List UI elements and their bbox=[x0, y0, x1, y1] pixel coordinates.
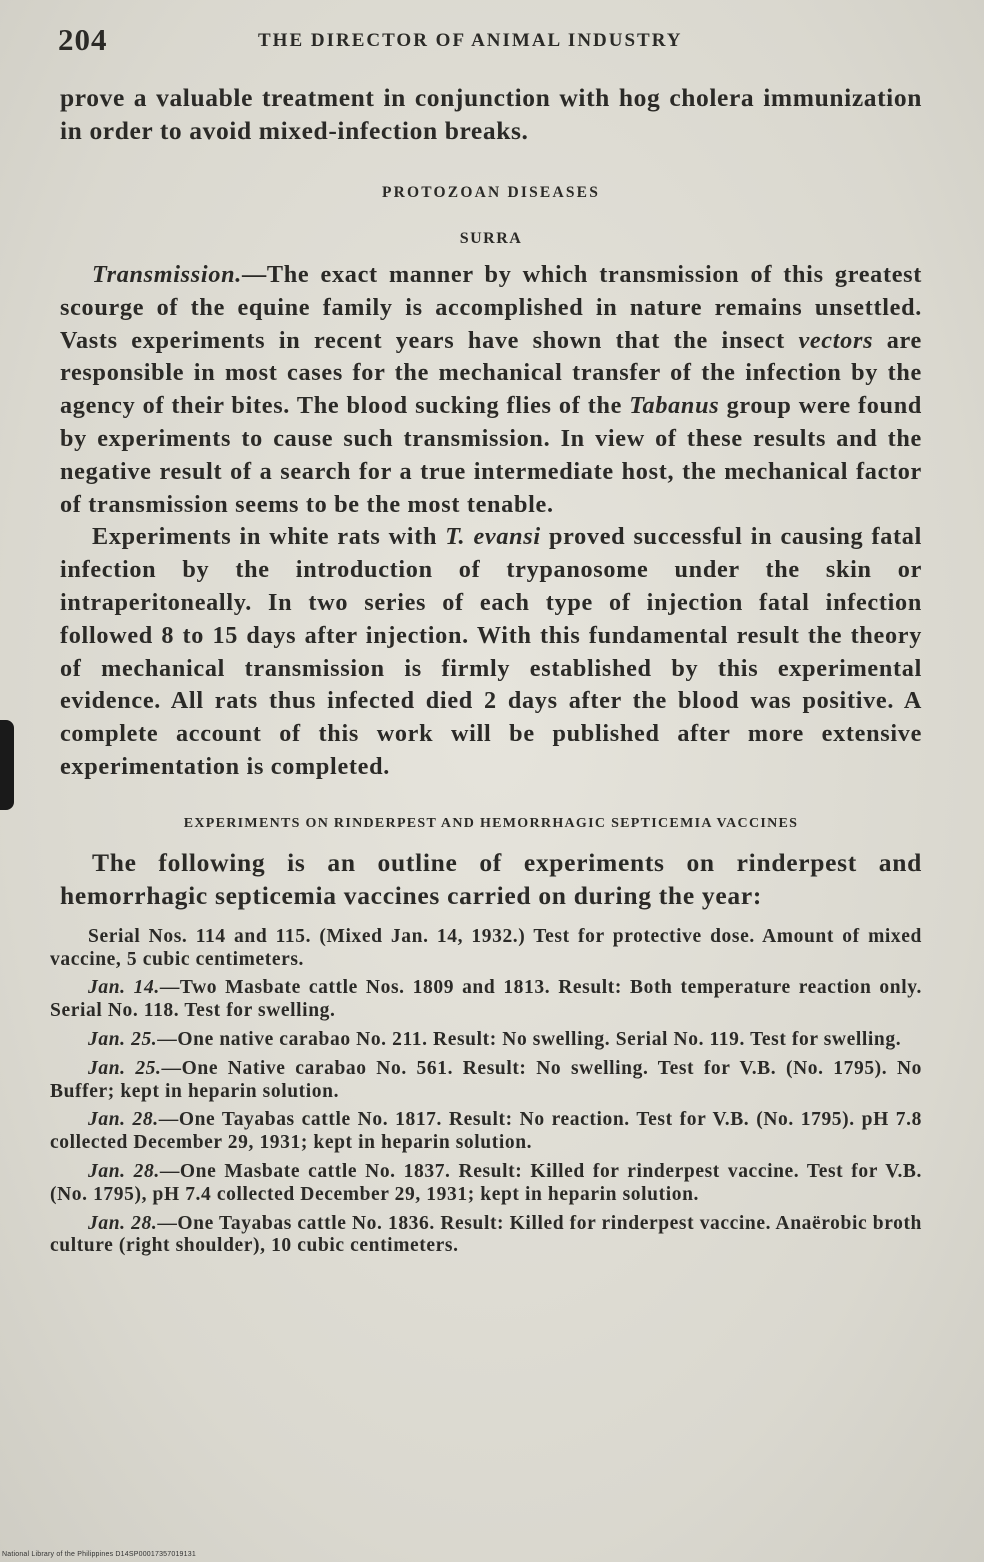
entry-text: —One Native carabao No. 561. Result: No swelling. Test for V.B. (No. 1795). No Buffer; kept in heparin solution. bbox=[50, 1057, 922, 1102]
section-heading-vaccines: EXPERIMENTS ON RINDERPEST AND HEMORRHAGIC SEPTICEMIA VACCINES bbox=[183, 815, 799, 831]
experiment-entries bbox=[50, 925, 922, 1258]
entry-date: Jan. 28. bbox=[88, 1212, 158, 1234]
entry-text: —One Tayabas cattle No. 1836. Result: Killed for rinderpest vaccine. Anaërobic broth culture (right shoulder), 10 cubic centimeters. bbox=[50, 1212, 922, 1257]
entry-date: Jan. 28. bbox=[88, 1109, 159, 1131]
running-head bbox=[58, 22, 924, 62]
paragraph-outline-intro: The following is an outline of experiments on rinderpest and hemorrhagic septicemia vaccines carried on during the year: bbox=[60, 847, 922, 910]
experiment-entry bbox=[50, 1109, 922, 1155]
entry-date: Jan. 28. bbox=[88, 1160, 160, 1182]
binding-shadow bbox=[0, 720, 14, 810]
paragraph-title: Transmission. bbox=[92, 261, 243, 288]
experiment-entry bbox=[50, 1029, 922, 1052]
entry-date: Jan. 14. bbox=[88, 977, 160, 999]
paragraph-experiments-rats: Experiments in white rats with T. evansi proved successful in causing fatal infection by the introduction of trypanosome under the skin or intraperitoneally. In two series of each type of injection fatal infection followed 8 to 15 days after injection. With this fundamental result the theory of mechanical transmission is firmly established by this experimental evidence. All rats thus infected died 2 days after the blood was positive. A complete account of this work will be published after more extensive experimentation is completed. bbox=[60, 523, 922, 780]
experiment-entry bbox=[50, 977, 922, 1023]
experiment-entry bbox=[50, 1161, 922, 1207]
section-heading-protozoan: PROTOZOAN DISEASES bbox=[381, 184, 601, 201]
subheading-surra: SURRA bbox=[459, 230, 523, 247]
experiment-entry bbox=[50, 926, 922, 972]
page-number: 204 bbox=[58, 22, 108, 57]
experiment-entry bbox=[50, 1213, 922, 1259]
entry-date: Jan. 25. bbox=[88, 1028, 158, 1050]
entry-text: —One Masbate cattle No. 1837. Result: Killed for rinderpest vaccine. Test for V.B. (No. 1795), pH 7.4 collected December 29, 1931; kept in heparin solution. bbox=[50, 1160, 922, 1205]
experiment-entry bbox=[50, 1058, 922, 1104]
entry-text: —Two Masbate cattle Nos. 1809 and 1813. Result: Both temperature reaction only. Serial No. 118. Test for swelling. bbox=[50, 977, 922, 1022]
entry-text: Serial Nos. 114 and 115. (Mixed Jan. 14, 1932.) Test for protective dose. Amount of mixed vaccine, 5 cubic centimeters. bbox=[50, 925, 922, 970]
entry-text: —One Tayabas cattle No. 1817. Result: No reaction. Test for V.B. (No. 1795). pH 7.8 collected December 29, 1931; kept in heparin solution. bbox=[50, 1109, 922, 1154]
library-stamp: National Library of the Philippines D14SP00017357019131 bbox=[2, 1551, 196, 1558]
entry-date: Jan. 25. bbox=[88, 1057, 162, 1079]
entry-text: —One native carabao No. 211. Result: No swelling. Serial No. 119. Test for swelling. bbox=[157, 1028, 902, 1050]
paragraph-transmission: Transmission.—The exact manner by which transmission of this greatest scourge of the equine family is accomplished in nature remains unsettled. Vasts experiments in recent years have shown that the insect vectors are responsible in most cases for the mechanical transfer of the infection by the agency of their bites. The blood sucking flies of the Tabanus group were found by experiments to cause such transmission. In view of these results and the negative result of a search for a true intermediate host, the mechanical factor of transmission seems to be the most tenable. bbox=[60, 261, 922, 518]
page-content bbox=[50, 82, 922, 1264]
running-head-title: THE DIRECTOR OF ANIMAL INDUSTRY bbox=[258, 30, 683, 51]
continued-paragraph: prove a valuable treatment in conjunction with hog cholera immunization in order to avoid mixed-infection breaks. bbox=[60, 83, 922, 145]
